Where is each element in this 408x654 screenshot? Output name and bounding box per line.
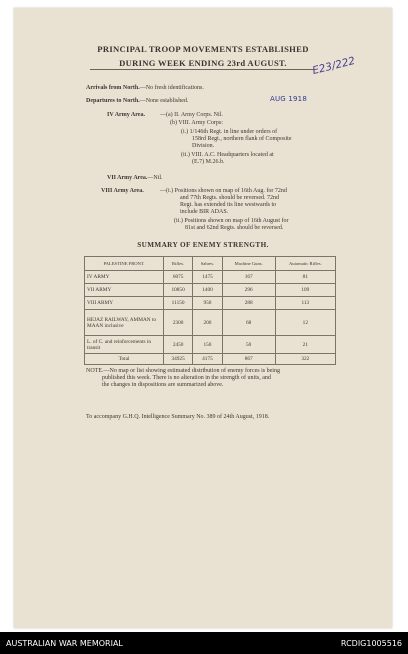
table-cell: 50	[222, 336, 275, 354]
table-header: Rifles.	[164, 257, 193, 271]
table-cell: 109	[275, 284, 335, 297]
iv-army-b-i-3: Division.	[192, 143, 215, 149]
table-cell: 200	[193, 310, 222, 336]
table-cell: 10850	[164, 284, 193, 297]
note-line-1: NOTE.—No map or list showing estimated distribution of enemy forces is being	[86, 368, 280, 374]
departures-label: Departures to North.	[86, 98, 140, 104]
arrivals-line	[86, 85, 204, 92]
table-header-row	[85, 257, 336, 271]
iv-army-b: (b) VIII. Army Corps:	[170, 120, 223, 126]
table-row	[85, 336, 336, 354]
table-cell: VIII ARMY	[85, 297, 164, 310]
arrivals-text: —No fresh identifications.	[139, 85, 204, 91]
table-cell: 150	[193, 336, 222, 354]
table-cell: VII ARMY	[85, 284, 164, 297]
table-cell: 12	[275, 310, 335, 336]
table-cell: 1475	[193, 271, 222, 284]
viii-army-i-2: and 77th Regts. should be reversed. 72nd	[180, 195, 279, 201]
table-cell: 1400	[193, 284, 222, 297]
table-cell: L. of C. and reinforcements in transit	[85, 336, 164, 354]
iv-army-b-ii-1: (ii.) VIII. A.C. Headquarters located at	[181, 152, 274, 158]
footer-left: AUSTRALIAN WAR MEMORIAL	[6, 639, 123, 648]
handwritten-reference: E23/222	[311, 54, 357, 78]
arrivals-label: Arrivals from North.	[86, 85, 140, 91]
table-cell: 4175	[193, 354, 222, 365]
table-cell: 68	[222, 310, 275, 336]
vii-army-text: —Nil.	[147, 175, 163, 181]
enemy-strength-table	[84, 256, 336, 365]
date-stamp: AUG 1918	[270, 95, 307, 103]
document-page	[14, 8, 392, 628]
table-cell: Total	[85, 354, 164, 365]
table-header: Automatic Rifles.	[275, 257, 335, 271]
viii-army-label: VIII Army Area.	[101, 188, 144, 194]
table-header: PALESTINE FRONT.	[85, 257, 164, 271]
table-row	[85, 310, 336, 336]
table-row	[85, 271, 336, 284]
iv-army-label: IV Army Area.	[107, 112, 145, 118]
vii-army-label: VII Army Area.	[107, 175, 148, 181]
accompany-text: To accompany G.H.Q. Intelligence Summary No. 389 of 24th August, 1918.	[86, 414, 270, 420]
note-line-3: the changes in dispositions are summarized above.	[102, 382, 224, 388]
note-line-2: published this week. There is no alteration in the strength of units, and	[102, 375, 271, 381]
table-total-row	[85, 354, 336, 365]
title-line-2: DURING WEEK ENDING 23rd AUGUST.	[119, 58, 287, 68]
viii-army-i-4: include BIR ADAS.	[180, 209, 229, 215]
table-row	[85, 297, 336, 310]
departures-text: —None established.	[139, 98, 189, 104]
viii-army-ii-2: 81st and 62nd Regts. should be reversed.	[185, 225, 284, 231]
iv-army-b-i-2: 158rd Regt., northern flank of Composite	[192, 136, 292, 142]
footer-right: RCDIG1005516	[340, 639, 402, 648]
table-cell: IV ARMY	[85, 271, 164, 284]
table-cell: 81	[275, 271, 335, 284]
table-cell: 21	[275, 336, 335, 354]
summary-title: SUMMARY OF ENEMY STRENGTH.	[137, 241, 269, 249]
table-cell: 288	[222, 297, 275, 310]
table-cell: 950	[193, 297, 222, 310]
table-header: Sabres.	[193, 257, 222, 271]
archive-footer	[0, 632, 408, 654]
table-cell: 867	[222, 354, 275, 365]
title-rule	[90, 69, 314, 70]
table-cell: 34925	[164, 354, 193, 365]
viii-army-i-3: Regt. has extended its line westwards to	[180, 202, 277, 208]
title-line-1: PRINCIPAL TROOP MOVEMENTS ESTABLISHED	[97, 44, 309, 54]
table-cell: 11150	[164, 297, 193, 310]
iv-army-b-ii-2: (E.7) M.26.b.	[192, 159, 225, 165]
table-cell: HEJAZ RAILWAY, AMMAN to MAAN inclusive	[85, 310, 164, 336]
viii-army-ii-1: (ii.) Positions shown on map of 16th August for	[174, 218, 289, 224]
table-cell: 6075	[164, 271, 193, 284]
table-cell: 296	[222, 284, 275, 297]
viii-army-i-1: —(i.) Positions shown on map of 16th Aug. for 72nd	[160, 188, 287, 194]
table-cell: 322	[275, 354, 335, 365]
table-cell: 2300	[164, 310, 193, 336]
iv-army-a: —(a) II. Army Corps. Nil.	[160, 112, 223, 118]
iv-army-b-i-1: (i.) 1/146th Regt. in line under orders of	[181, 129, 278, 135]
departures-line	[86, 98, 188, 105]
table-cell: 113	[275, 297, 335, 310]
table-header: Machine Guns.	[222, 257, 275, 271]
vii-army-line	[107, 175, 163, 182]
table-cell: 2450	[164, 336, 193, 354]
table-cell: 167	[222, 271, 275, 284]
table-row	[85, 284, 336, 297]
